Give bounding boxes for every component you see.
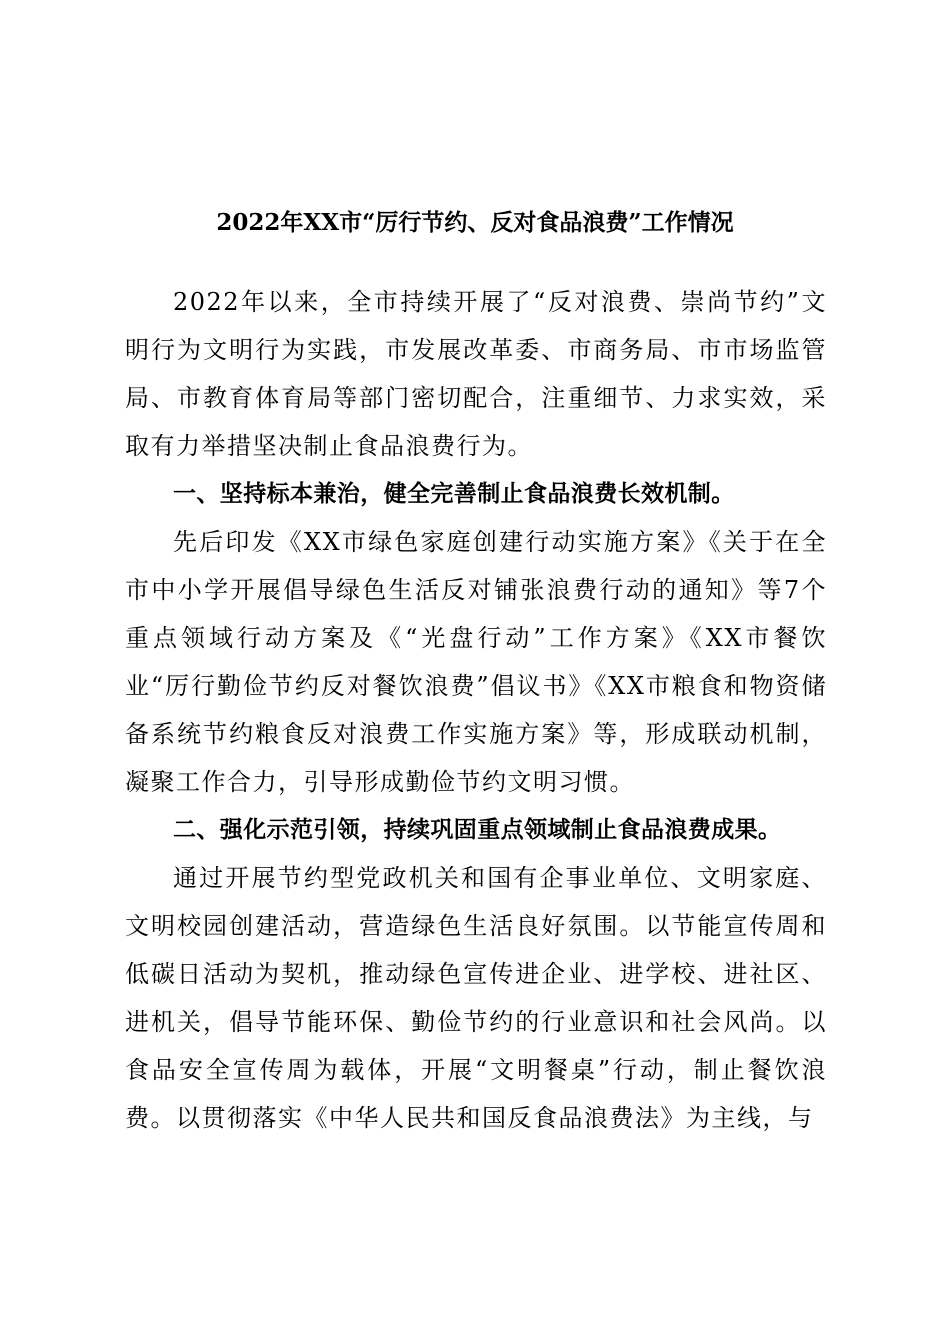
section-2-heading: 二、强化示范引领，持续巩固重点领域制止食品浪费成果。 [173,817,782,843]
document-body [125,278,827,1142]
section-1-paragraph: 先后印发《XX市绿色家庭创建行动实施方案》《关于在全市中小学开展倡导绿色生活反对铺张浪费行动的通知》等7个重点领域行动方案及《“光盘行动”工作方案》《XX市餐饮业“厉行勤俭节约反对餐饮浪费”倡议书》《XX市粮食和物资储备系统节约粮食反对浪费工作实施方案》等，形成联动机制，凝聚工作合力，引导形成勤俭节约文明习惯。 [125,528,827,796]
section-2-paragraph: 通过开展节约型党政机关和国有企事业单位、文明家庭、文明校园创建活动，营造绿色生活良好氛围。以节能宣传周和低碳日活动为契机，推动绿色宣传进企业、进学校、进社区、进机关，倡导节能环保、勤俭节约的行业意识和社会风尚。以食品安全宣传周为载体，开展“文明餐桌”行动，制止餐饮浪费。以贯彻落实《中华人民共和国反食品浪费法》为主线，与 [125,864,827,1132]
section-1-heading: 一、坚持标本兼治，健全完善制止食品浪费长效机制。 [173,481,735,507]
document-title: 2022年XX市“厉行节约、反对食品浪费”工作情况 [216,209,734,236]
intro-paragraph: 2022年以来，全市持续开展了“反对浪费、崇尚节约”文明行为文明行为实践，市发展改革委、市商务局、市市场监管局、市教育体育局等部门密切配合，注重细节、力求实效，采取有力举措坚决制止食品浪费行为。 [125,288,827,460]
